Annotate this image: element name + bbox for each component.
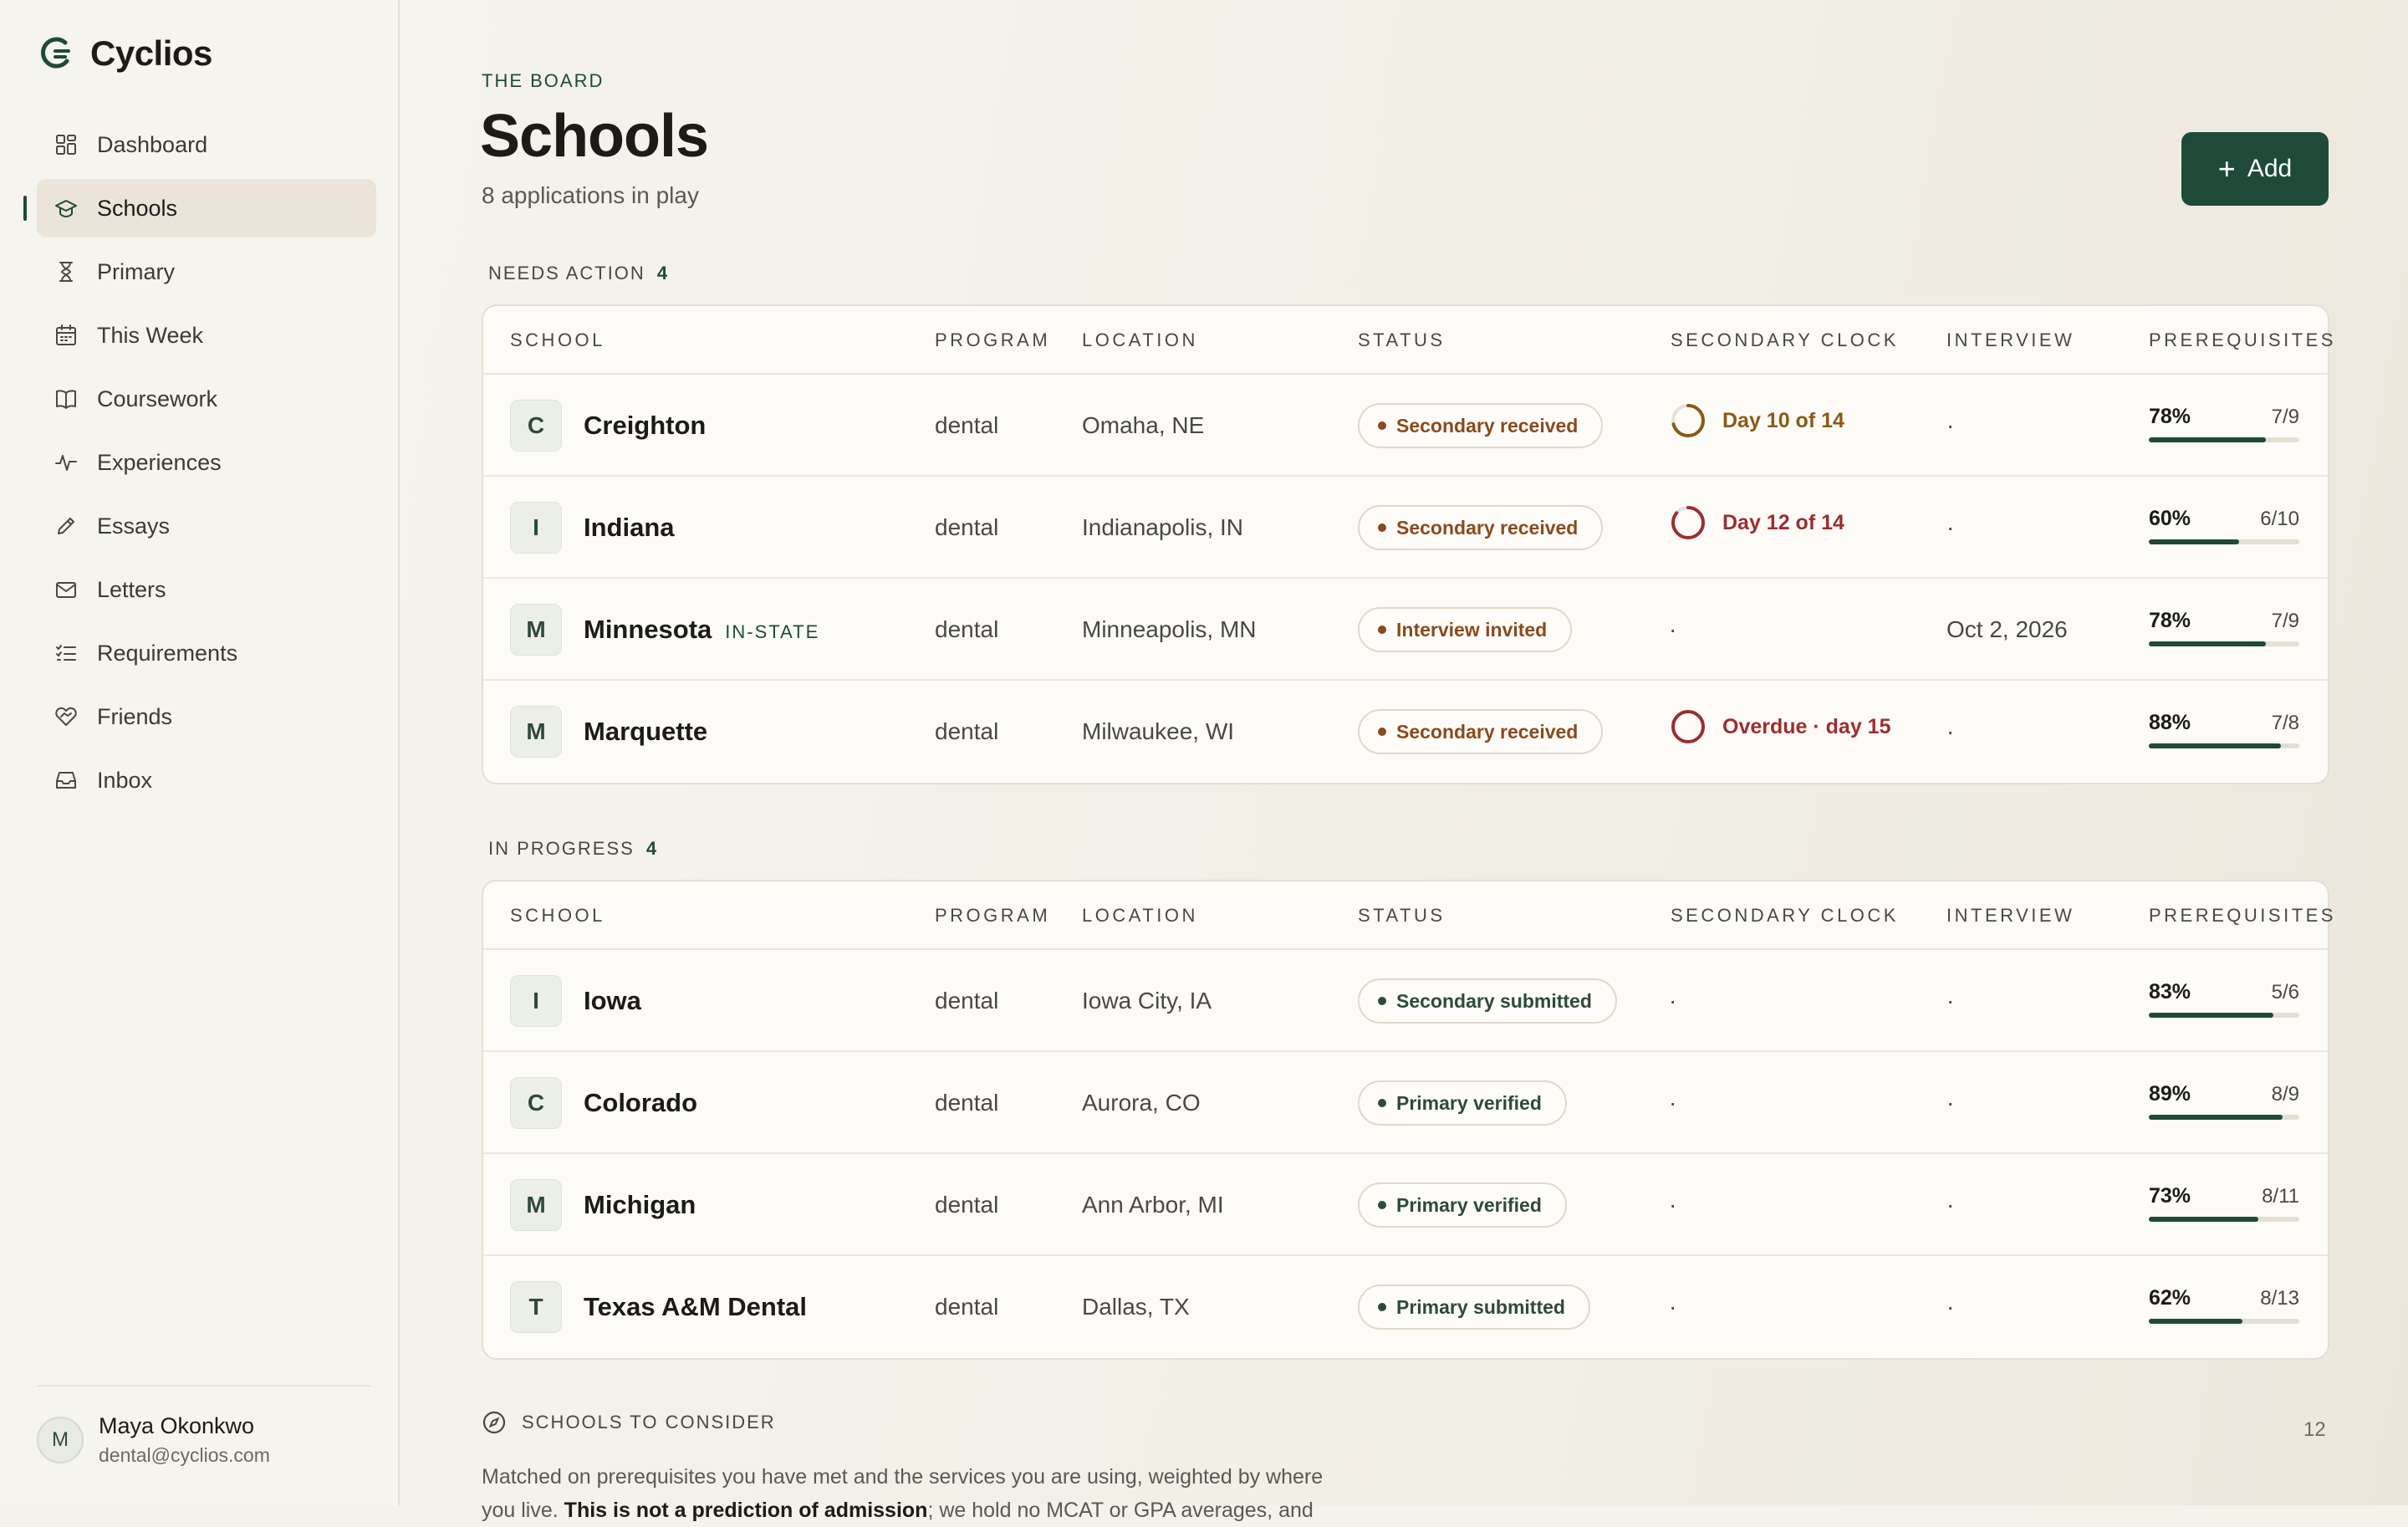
col-prerequisites-header[interactable]: PREREQUISITES [2149, 905, 2336, 926]
location-cell: Omaha, NE [1082, 412, 1205, 438]
prerequisites-progress-fill [2149, 743, 2281, 748]
page-title: Schools [480, 103, 709, 170]
status-badge[interactable] [1358, 1284, 1590, 1330]
prerequisites-cell [2149, 1184, 2299, 1222]
status-cell [1358, 1256, 1590, 1358]
prerequisites-cell [2149, 980, 2299, 1018]
location-cell: Indianapolis, IN [1082, 514, 1244, 540]
in-state-tag: IN-STATE [725, 621, 820, 642]
secondary-clock-cell [1669, 477, 1844, 579]
school-name[interactable]: Colorado [584, 1088, 698, 1117]
status-badge[interactable] [1358, 607, 1572, 652]
sidebar-item-essays[interactable] [37, 497, 376, 555]
col-prerequisites-header[interactable]: PREREQUISITES [2149, 329, 2336, 350]
status-dot-icon [1378, 626, 1386, 634]
prerequisites-progress-bar [2149, 437, 2299, 442]
col-program-header[interactable]: PROGRAM [935, 905, 1051, 926]
status-label: Primary verified [1396, 1091, 1542, 1114]
sidebar-item-label: Experiences [97, 449, 222, 475]
status-dot-icon [1378, 997, 1386, 1005]
prerequisites-fraction: 5/6 [2271, 981, 2299, 1004]
needs-action-table [482, 304, 2336, 784]
schools-to-consider-header[interactable] [482, 1410, 776, 1435]
prerequisites-progress-fill [2149, 437, 2266, 442]
prerequisites-progress-bar [2149, 641, 2299, 646]
prerequisites-fraction: 7/9 [2271, 406, 2299, 428]
prerequisites-progress-bar [2149, 539, 2299, 544]
clock-text: Day 10 of 14 [1722, 408, 1844, 432]
school-initial-badge: I [510, 502, 562, 554]
col-interview-header[interactable]: INTERVIEW [1946, 329, 2075, 350]
prerequisites-summary [2149, 980, 2299, 1004]
status-badge[interactable] [1358, 978, 1617, 1024]
program-cell: dental [935, 718, 999, 744]
status-label: Secondary received [1396, 516, 1579, 539]
secondary-clock-cell [1669, 950, 1676, 1052]
prerequisites-fraction: 8/13 [2260, 1287, 2299, 1310]
col-secondary-clock-header[interactable]: SECONDARY CLOCK [1671, 329, 1899, 350]
inbox-icon [54, 768, 79, 793]
sidebar-item-inbox[interactable] [37, 751, 376, 809]
status-cell [1358, 375, 1603, 477]
status-label: Primary submitted [1396, 1295, 1565, 1318]
status-badge[interactable] [1358, 403, 1603, 448]
secondary-clock-cell [1669, 1256, 1676, 1358]
sidebar-item-label: Letters [97, 576, 166, 602]
sidebar-divider [37, 1385, 371, 1387]
status-dot-icon [1378, 523, 1386, 532]
clock-text: Overdue · day 15 [1722, 714, 1891, 738]
school-name[interactable]: Michigan [584, 1190, 696, 1219]
school-name[interactable]: Marquette [584, 717, 708, 746]
school-name[interactable]: Texas A&M Dental [584, 1292, 808, 1321]
clock-empty: · [1669, 988, 1677, 1014]
user-profile[interactable] [37, 1413, 270, 1467]
prerequisites-percent: 60% [2149, 507, 2191, 530]
program-cell: dental [935, 1294, 999, 1320]
heart-handshake-icon [54, 704, 79, 729]
school-initial-badge: I [510, 975, 562, 1027]
interview-cell [1946, 1154, 1954, 1256]
book-icon [54, 386, 79, 411]
interview-date: · [1946, 1294, 1955, 1320]
location-cell: Dallas, TX [1082, 1294, 1190, 1320]
table-header [483, 881, 2336, 950]
section-count: 4 [645, 838, 659, 859]
status-cell [1358, 579, 1572, 681]
prerequisites-percent: 88% [2149, 711, 2191, 734]
secondary-clock-cell [1669, 579, 1676, 681]
clock-empty: · [1669, 1192, 1677, 1218]
sidebar-item-this-week[interactable] [37, 306, 376, 365]
interview-date: · [1946, 514, 1955, 540]
prerequisites-progress-fill [2149, 641, 2266, 646]
col-school-header[interactable]: SCHOOL [510, 905, 605, 926]
sidebar-item-label: Friends [97, 703, 173, 729]
status-dot-icon [1378, 1201, 1386, 1209]
in-progress-table [482, 880, 2336, 1360]
col-school-header[interactable]: SCHOOL [510, 329, 605, 350]
prerequisites-percent: 89% [2149, 1082, 2191, 1106]
status-label: Interview invited [1396, 618, 1548, 641]
sidebar-item-label: Schools [97, 195, 178, 221]
brand[interactable] [37, 33, 212, 74]
prerequisites-percent: 78% [2149, 609, 2191, 632]
col-location-header[interactable]: LOCATION [1082, 905, 1198, 926]
status-cell [1358, 681, 1603, 783]
prerequisites-progress-bar [2149, 1013, 2299, 1018]
program-cell: dental [935, 412, 999, 438]
sidebar-item-label: Dashboard [97, 131, 208, 157]
clock-empty: · [1669, 1090, 1677, 1116]
sidebar-item-label: Requirements [97, 640, 238, 666]
table-row[interactable] [483, 579, 2328, 681]
status-dot-icon [1378, 421, 1386, 430]
clock-ring-icon [1669, 707, 1707, 746]
add-button[interactable] [2181, 132, 2329, 206]
status-badge[interactable] [1358, 505, 1603, 550]
prerequisites-percent: 73% [2149, 1184, 2191, 1208]
prerequisites-fraction: 7/8 [2271, 712, 2299, 734]
table-row[interactable] [483, 1256, 2328, 1358]
user-name: Maya Okonkwo [99, 1413, 255, 1438]
prerequisites-summary [2149, 1286, 2299, 1310]
sidebar-item-requirements[interactable] [37, 624, 376, 682]
sidebar-item-letters[interactable] [37, 560, 376, 619]
secondary-clock-cell [1669, 681, 1890, 783]
app-name: Cyclios [90, 33, 212, 73]
interview-cell [1946, 1256, 1954, 1358]
prerequisites-summary [2149, 1184, 2299, 1208]
prerequisites-fraction: 8/11 [2262, 1185, 2299, 1208]
prerequisites-fraction: 8/9 [2271, 1083, 2299, 1106]
status-badge[interactable] [1358, 709, 1603, 754]
status-cell [1358, 1154, 1567, 1256]
secondary-clock-cell [1669, 1052, 1676, 1154]
program-cell: dental [935, 1192, 999, 1218]
prerequisites-cell [2149, 1286, 2299, 1324]
program-cell: dental [935, 1090, 999, 1116]
section-count: 4 [656, 263, 670, 283]
status-badge[interactable] [1358, 1080, 1567, 1126]
consider-desc-end: ; we hold no MCAT or GPA averages, and [927, 1499, 1314, 1522]
sidebar-item-label: Essays [97, 513, 171, 539]
status-label: Secondary submitted [1396, 989, 1592, 1012]
prerequisites-progress-fill [2149, 1013, 2273, 1018]
school-cell [510, 950, 641, 1052]
location-cell: Aurora, CO [1082, 1090, 1201, 1116]
section-title: NEEDS ACTION [488, 263, 645, 283]
sidebar-item-label: Coursework [97, 386, 218, 411]
location-cell: Minneapolis, MN [1082, 616, 1257, 642]
interview-cell [1946, 477, 1954, 579]
prerequisites-percent: 62% [2149, 1286, 2191, 1310]
school-cell [510, 477, 675, 579]
clock-text: Day 12 of 14 [1722, 510, 1844, 534]
secondary-clock [1669, 503, 1844, 542]
prerequisites-cell [2149, 405, 2299, 442]
compass-icon [482, 1410, 507, 1435]
sidebar-item-experiences[interactable] [37, 433, 376, 492]
school-cell [510, 1154, 696, 1256]
page-eyebrow: THE BOARD [482, 70, 605, 91]
school-initial-badge: M [510, 706, 562, 758]
location-cell: Ann Arbor, MI [1082, 1192, 1224, 1218]
location-cell: Iowa City, IA [1082, 988, 1212, 1014]
secondary-clock [1669, 401, 1844, 440]
col-status-header[interactable]: STATUS [1358, 329, 1446, 350]
table-row[interactable] [483, 1154, 2328, 1256]
avatar: M [37, 1417, 84, 1463]
table-row[interactable] [483, 681, 2328, 783]
consider-description [482, 1460, 1351, 1527]
school-name[interactable]: Indiana [584, 513, 675, 542]
interview-date: · [1946, 412, 1955, 438]
sidebar-item-coursework[interactable] [37, 370, 376, 428]
interview-cell [1946, 375, 1954, 477]
sidebar-item-dashboard[interactable] [37, 115, 376, 174]
school-initial-badge: T [510, 1281, 562, 1333]
school-cell [510, 579, 819, 681]
clock-ring-icon [1669, 503, 1707, 542]
interview-cell [1946, 681, 1954, 783]
col-location-header[interactable]: LOCATION [1082, 329, 1198, 350]
school-name[interactable]: Creighton [584, 411, 707, 440]
interview-date: · [1946, 718, 1955, 744]
page-subtitle: 8 applications in play [482, 182, 699, 208]
status-label: Secondary received [1396, 414, 1579, 437]
table-header [483, 306, 2336, 375]
status-dot-icon [1378, 1099, 1386, 1107]
sidebar-item-label: This Week [97, 322, 204, 348]
clock-empty: · [1669, 1294, 1677, 1320]
prerequisites-summary [2149, 1082, 2299, 1106]
prerequisites-percent: 83% [2149, 980, 2191, 1004]
prerequisites-summary [2149, 609, 2299, 633]
prerequisites-summary [2149, 405, 2299, 429]
user-email: dental@cyclios.com [99, 1444, 270, 1466]
school-name[interactable]: Minnesota [584, 615, 712, 644]
dashboard-icon [54, 132, 79, 157]
prerequisites-progress-fill [2149, 539, 2239, 544]
status-cell [1358, 1052, 1567, 1154]
graduation-cap-icon [54, 196, 79, 221]
col-interview-header[interactable]: INTERVIEW [1946, 905, 2075, 926]
program-cell: dental [935, 988, 999, 1014]
table-row[interactable] [483, 1052, 2328, 1154]
add-button-label: Add [2247, 155, 2293, 182]
sidebar-nav [37, 115, 376, 815]
activity-icon [54, 450, 79, 475]
cyclios-logo-icon [37, 34, 75, 73]
prerequisites-summary [2149, 711, 2299, 735]
mail-icon [54, 577, 79, 602]
col-secondary-clock-header[interactable]: SECONDARY CLOCK [1671, 905, 1899, 926]
prerequisites-cell [2149, 507, 2299, 544]
prerequisites-progress-fill [2149, 1217, 2258, 1222]
status-cell [1358, 477, 1603, 579]
interview-cell [1946, 1052, 1954, 1154]
status-dot-icon [1378, 728, 1386, 736]
clock-empty: · [1669, 616, 1677, 642]
pen-icon [54, 513, 79, 539]
table-row[interactable] [483, 375, 2328, 477]
prerequisites-fraction: 6/10 [2260, 508, 2299, 530]
program-cell: dental [935, 616, 999, 642]
prerequisites-progress-fill [2149, 1115, 2283, 1120]
section-title: IN PROGRESS [488, 838, 635, 859]
secondary-clock-cell [1669, 1154, 1676, 1256]
main-content [400, 0, 2408, 1522]
checklist-icon [54, 641, 79, 666]
sidebar-item-label: Primary [97, 258, 175, 284]
section-label-needs-action [488, 263, 669, 284]
col-status-header[interactable]: STATUS [1358, 905, 1446, 926]
section-label-in-progress [488, 838, 658, 860]
status-badge[interactable] [1358, 1182, 1567, 1228]
school-name[interactable]: Iowa [584, 986, 641, 1015]
prerequisites-percent: 78% [2149, 405, 2191, 428]
interview-cell [1946, 950, 1954, 1052]
school-cell [510, 681, 707, 783]
school-initial-badge: M [510, 1179, 562, 1231]
interview-cell [1946, 579, 2068, 681]
consider-desc-bold: This is not a prediction of admission [564, 1499, 928, 1522]
prerequisites-progress-bar [2149, 1115, 2299, 1120]
interview-date: · [1946, 1192, 1955, 1218]
prerequisites-cell [2149, 1082, 2299, 1120]
plus-icon: + [2217, 151, 2236, 186]
school-cell [510, 1256, 807, 1358]
prerequisites-progress-bar [2149, 1319, 2299, 1324]
school-cell [510, 375, 706, 477]
status-cell [1358, 950, 1617, 1052]
program-cell: dental [935, 514, 999, 540]
interview-date: Oct 2, 2026 [1946, 616, 2068, 642]
prerequisites-progress-bar [2149, 743, 2299, 748]
sidebar-item-schools[interactable] [37, 179, 376, 237]
table-row[interactable] [483, 950, 2328, 1052]
secondary-clock-cell [1669, 375, 1844, 477]
interview-date: · [1946, 1090, 1955, 1116]
school-initial-badge: C [510, 400, 562, 452]
consider-count: 12 [2303, 1418, 2326, 1441]
interview-date: · [1946, 988, 1955, 1014]
school-initial-badge: M [510, 604, 562, 656]
sidebar [0, 0, 400, 1505]
clock-ring-icon [1669, 401, 1707, 440]
table-row[interactable] [483, 477, 2328, 579]
consider-desc-start: Matched on prerequisites you have met and the services you are using, weighted by where you live. [482, 1465, 1324, 1522]
location-cell: Milwaukee, WI [1082, 718, 1235, 744]
prerequisites-fraction: 7/9 [2271, 610, 2299, 632]
status-label: Secondary received [1396, 720, 1579, 743]
school-cell [510, 1052, 697, 1154]
status-dot-icon [1378, 1303, 1386, 1311]
sidebar-item-primary[interactable] [37, 243, 376, 301]
prerequisites-cell [2149, 711, 2299, 748]
school-initial-badge: C [510, 1077, 562, 1129]
prerequisites-summary [2149, 507, 2299, 531]
consider-label: SCHOOLS TO CONSIDER [522, 1412, 776, 1433]
calendar-icon [54, 323, 79, 348]
status-label: Primary verified [1396, 1193, 1542, 1216]
hourglass-icon [54, 259, 79, 284]
prerequisites-cell [2149, 609, 2299, 646]
secondary-clock [1669, 707, 1890, 746]
prerequisites-progress-fill [2149, 1319, 2242, 1324]
prerequisites-progress-bar [2149, 1217, 2299, 1222]
sidebar-item-friends[interactable] [37, 687, 376, 746]
sidebar-item-label: Inbox [97, 767, 153, 793]
col-program-header[interactable]: PROGRAM [935, 329, 1051, 350]
